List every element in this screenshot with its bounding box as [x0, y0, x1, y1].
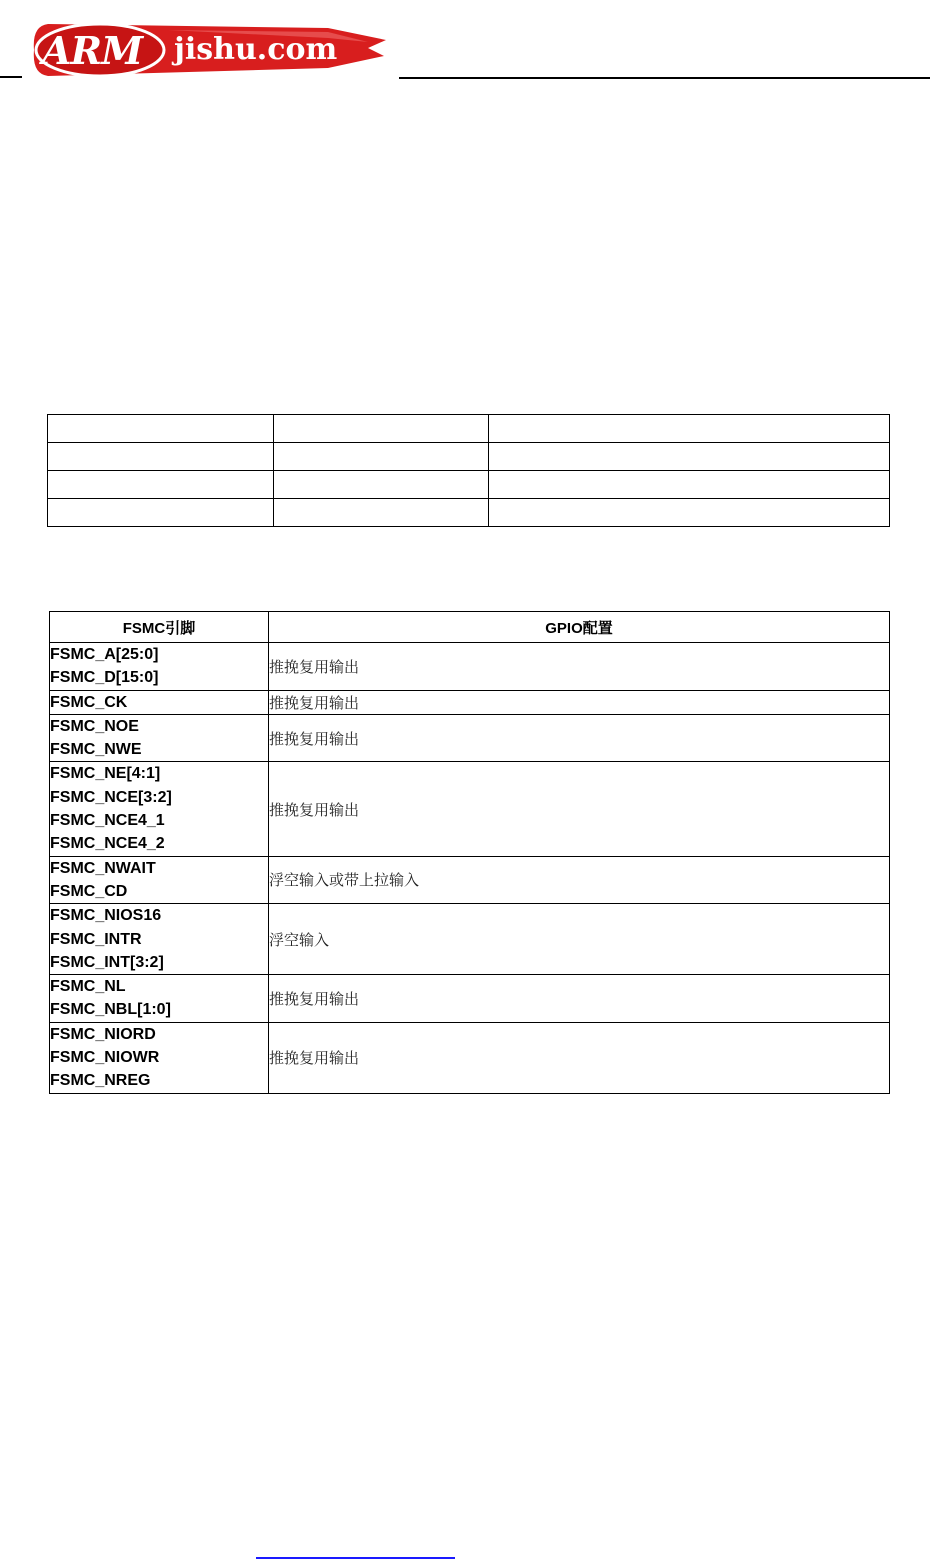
pin-name: FSMC_NIOS16 [50, 907, 162, 925]
pin-name: FSMC_NE[4:1] [50, 765, 161, 783]
pin-name: FSMC_INT[3:2] [50, 953, 164, 971]
pin-cell [50, 1022, 269, 1093]
pin-name: FSMC_INTR [50, 930, 142, 948]
pin-name: FSMC_CD [50, 882, 128, 900]
empty-table-row [48, 415, 890, 443]
header-rule-right [399, 77, 930, 79]
fsmc-pin-table [49, 611, 890, 1094]
logo-site-text: jishu.com [174, 32, 338, 67]
pin-cell [50, 975, 269, 1023]
table-row [50, 762, 890, 856]
logo-arm-text: ARM [42, 28, 143, 73]
pin-name: FSMC_NCE[3:2] [50, 788, 172, 806]
site-logo[interactable] [28, 18, 388, 84]
pin-name: FSMC_NIOWR [50, 1049, 160, 1067]
gpio-config-cell: 推挽复用输出 [269, 1022, 890, 1093]
gpio-config-cell: 浮空输入 [269, 904, 890, 975]
gpio-config-cell: 推挽复用输出 [269, 762, 890, 856]
gpio-config-cell: 浮空输入或带上拉输入 [269, 856, 890, 904]
table-row [50, 690, 890, 714]
table-row [50, 856, 890, 904]
pin-cell [50, 690, 269, 714]
empty-table-row [48, 443, 890, 471]
pin-name: FSMC_NCE4_2 [50, 835, 165, 853]
pin-name: FSMC_NCE4_1 [50, 812, 165, 830]
table-row [50, 714, 890, 762]
gpio-config-cell: 推挽复用输出 [269, 690, 890, 714]
pin-name: FSMC_NOE [50, 717, 139, 735]
table-row [50, 1022, 890, 1093]
empty-table-row [48, 471, 890, 499]
pin-name: FSMC_NWAIT [50, 859, 156, 877]
pin-name: FSMC_D[15:0] [50, 669, 159, 687]
gpio-config-cell: 推挽复用输出 [269, 643, 890, 691]
pin-name: FSMC_NL [50, 978, 126, 996]
gpio-config-cell: 推挽复用输出 [269, 975, 890, 1023]
footer-link[interactable] [256, 1557, 455, 1559]
table-header-row [50, 612, 890, 643]
pin-cell [50, 643, 269, 691]
empty-table [47, 414, 890, 527]
pin-name: FSMC_NBL[1:0] [50, 1001, 171, 1019]
gpio-config-cell: 推挽复用输出 [269, 714, 890, 762]
header-gpio-config: GPIO配置 [269, 612, 890, 643]
table-row [50, 975, 890, 1023]
pin-name: FSMC_NWE [50, 741, 142, 759]
pin-cell [50, 762, 269, 856]
pin-table-body [50, 643, 890, 1094]
table-row [50, 904, 890, 975]
pin-name: FSMC_NIORD [50, 1025, 156, 1043]
pin-cell [50, 714, 269, 762]
pin-cell [50, 856, 269, 904]
pin-name: FSMC_A[25:0] [50, 646, 159, 663]
header-rule-left [0, 76, 22, 78]
pin-name: FSMC_NREG [50, 1072, 151, 1090]
pin-cell [50, 904, 269, 975]
table-row [50, 643, 890, 691]
header-fsmc-pin: FSMC引脚 [50, 612, 269, 643]
empty-table-row [48, 499, 890, 527]
pin-name: FSMC_CK [50, 693, 128, 711]
